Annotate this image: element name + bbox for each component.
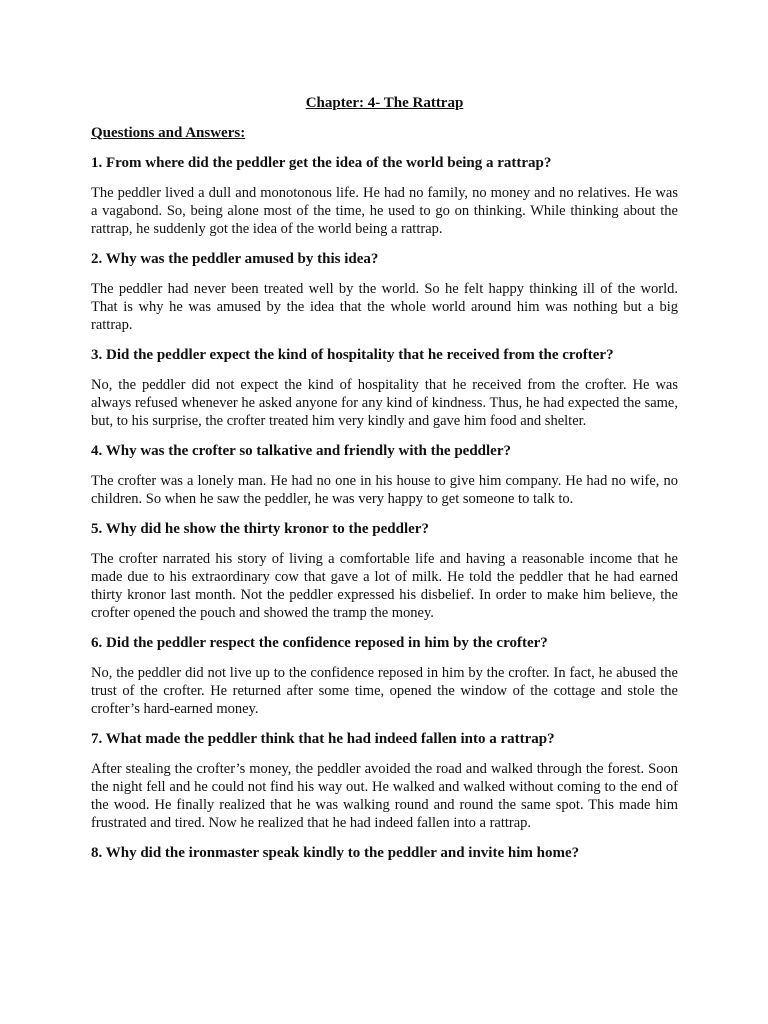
question-text: 4. Why was the crofter so talkative and friendly with the peddler? [91, 443, 511, 459]
document-page [91, 94, 678, 874]
answer-text: The peddler lived a dull and monotonous life. He had no family, no money and no relatives. He was a vagabond. So, being alone most of the time, he used to go on thinking. While thinking about the rattrap, he suddenly got the idea of the world being a rattrap. [91, 185, 678, 237]
question-text: 2. Why was the peddler amused by this idea? [91, 251, 379, 267]
answer-text: After stealing the crofter’s money, the peddler avoided the road and walked through the forest. Soon the night fell and he could not find his way out. He walked and walked without coming to the end of the wood. He finally realized that he was walking round and round the same spot. This made him frustrated and tired. Now he realized that he had indeed fallen into a rattrap. [91, 761, 678, 831]
chapter-title: Chapter: 4- The Rattrap [305, 95, 464, 111]
answer-text: The crofter narrated his story of living a comfortable life and having a reasonable income that he made due to his extraordinary cow that gave a lot of milk. He told the peddler that he had earned thirty kronor last month. Not the peddler expressed his disbelief. In order to make him believe, the crofter opened the pouch and showed the tramp the money. [91, 551, 678, 621]
qa-item-2 [91, 250, 678, 334]
qa-item-6 [91, 634, 678, 718]
section-heading: Questions and Answers: [91, 125, 246, 141]
question-text: 7. What made the peddler think that he had indeed fallen into a rattrap? [91, 731, 555, 747]
qa-item-3 [91, 346, 678, 430]
answer-text: No, the peddler did not expect the kind of hospitality that he received from the crofter. He was always refused whenever he asked anyone for any kind of kindness. Thus, he had expected the same, but, to his surprise, the crofter treated him very kindly and gave him food and shelter. [91, 377, 678, 429]
question-text: 3. Did the peddler expect the kind of hospitality that he received from the crofter? [91, 347, 614, 363]
question-text: 1. From where did the peddler get the idea of the world being a rattrap? [91, 155, 552, 171]
qa-item-7 [91, 730, 678, 832]
question-text: 8. Why did the ironmaster speak kindly to the peddler and invite him home? [91, 845, 580, 861]
qa-item-1 [91, 154, 678, 238]
question-text: 5. Why did he show the thirty kronor to the peddler? [91, 521, 429, 537]
qa-item-8 [91, 844, 678, 862]
qa-item-5 [91, 520, 678, 622]
question-text: 6. Did the peddler respect the confidence reposed in him by the crofter? [91, 635, 548, 651]
answer-text: The peddler had never been treated well by the world. So he felt happy thinking ill of the world. That is why he was amused by the idea that the whole world around him was nothing but a big rattrap. [91, 281, 678, 333]
answer-text: The crofter was a lonely man. He had no one in his house to give him company. He had no wife, no children. So when he saw the peddler, he was very happy to get someone to talk to. [91, 473, 678, 507]
answer-text: No, the peddler did not live up to the confidence reposed in him by the crofter. In fact, he abused the trust of the crofter. He returned after some time, opened the window of the cottage and stole the crofter’s hard-earned money. [91, 665, 678, 717]
qa-item-4 [91, 442, 678, 508]
